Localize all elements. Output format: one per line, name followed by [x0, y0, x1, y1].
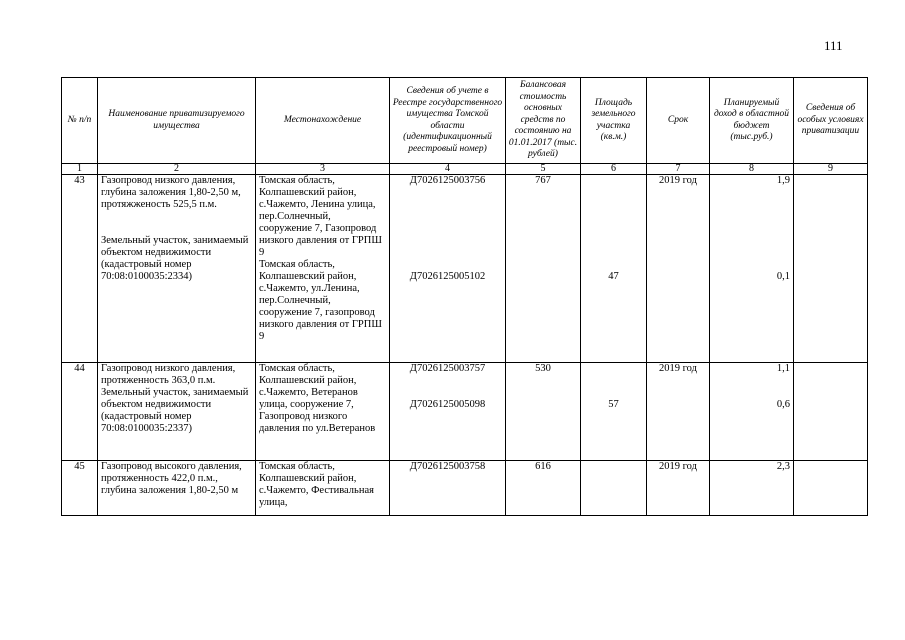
area-cell — [581, 175, 647, 363]
table-row — [62, 363, 868, 461]
item-name: Газопровод высокого давления, протяженность 422,0 п.м., глубина заложения 1,80-2,50 м — [98, 461, 256, 516]
area-cell — [581, 363, 647, 461]
col-number: 2 — [98, 164, 256, 175]
conditions-cell — [794, 363, 868, 461]
conditions-cell — [794, 175, 868, 363]
header-name: Наименование приватизируемого имущества — [98, 78, 256, 164]
balance-value: 616 — [506, 461, 581, 516]
registry-cell — [390, 175, 506, 363]
land-plot-location: Томская область, Колпашевский район, с.Чажемто, ул.Ленина, пер.Солнечный, сооружение 7, газопровод низкого давления от ГРПШ 9 — [259, 259, 382, 342]
column-number-row — [62, 164, 868, 175]
header-location: Местонахождение — [256, 78, 390, 164]
table-row — [62, 461, 868, 516]
item-registry-number: Д7026125003756 — [409, 175, 486, 186]
land-plot-registry-number: Д7026125005102 — [409, 271, 486, 282]
balance-value: 767 — [506, 175, 581, 363]
land-plot-registry-number: Д7026125005098 — [409, 399, 486, 410]
page-number: 111 — [824, 38, 843, 53]
location-cell — [256, 175, 390, 363]
item-income: 2,3 — [710, 461, 794, 516]
registry-cell — [390, 363, 506, 461]
col-number: 6 — [581, 164, 647, 175]
term-value: 2019 год — [647, 461, 710, 516]
land-income: 0,1 — [776, 271, 790, 282]
land-plot-name: Земельный участок, занимаемый объектом недвижимости (кадастровый номер 70:08:0100035:2334) — [101, 235, 249, 282]
item-location: Томская область, Колпашевский район, с.Чажемто, Фестивальная улица, — [256, 461, 390, 516]
col-number: 4 — [390, 164, 506, 175]
income-cell — [710, 363, 794, 461]
col-number: 9 — [794, 164, 868, 175]
header-registry: Сведения об учете в Реестре государственного имущества Томской области (идентификационный реестровый номер) — [390, 78, 506, 164]
item-income: 1,1 — [776, 363, 790, 374]
header-num: № п/п — [62, 78, 98, 164]
item-registry-number: Д7026125003757 — [409, 363, 486, 374]
land-area: 57 — [608, 399, 619, 410]
balance-value: 530 — [506, 363, 581, 461]
privatization-table — [61, 77, 868, 516]
item-name-cell — [98, 363, 256, 461]
header-term: Срок — [647, 78, 710, 164]
row-number: 44 — [62, 363, 98, 461]
col-number: 1 — [62, 164, 98, 175]
item-name-cell — [98, 175, 256, 363]
header-income: Планируемый доход в областной бюджет (тыс.руб.) — [710, 78, 794, 164]
header-conditions: Сведения об особых условиях приватизации — [794, 78, 868, 164]
col-number: 8 — [710, 164, 794, 175]
land-area: 47 — [608, 271, 619, 282]
item-location: Томская область, Колпашевский район, с.Чажемто, Ветеранов улица, сооружение 7, Газопровод низкого давления по ул.Ветеранов — [256, 363, 390, 461]
item-name: Газопровод низкого давления, протяженность 363,0 п.м. — [101, 363, 236, 386]
row-number: 43 — [62, 175, 98, 363]
term-value: 2019 год — [647, 363, 710, 461]
col-number: 3 — [256, 164, 390, 175]
header-balance: Балансовая стоимость основных средств по состоянию на 01.01.2017 (тыс. рублей) — [506, 78, 581, 164]
area-cell — [581, 461, 647, 516]
item-income: 1,9 — [776, 175, 790, 186]
land-income: 0,6 — [776, 399, 790, 410]
row-number: 45 — [62, 461, 98, 516]
header-area: Площадь земельного участка (кв.м.) — [581, 78, 647, 164]
conditions-cell — [794, 461, 868, 516]
table-row — [62, 175, 868, 363]
land-plot-name: Земельный участок, занимаемый объектом недвижимости (кадастровый номер 70:08:0100035:2337) — [101, 387, 249, 434]
col-number: 7 — [647, 164, 710, 175]
header-row — [62, 78, 868, 164]
item-name: Газопровод низкого давления, глубина заложения 1,80-2,50 м, протяжженость 525,5 п.м. — [101, 175, 241, 210]
item-registry-number: Д7026125003758 — [390, 461, 506, 516]
item-location: Томская область, Колпашевский район, с.Чажемто, Ленина улица, пер.Солнечный, сооружение 7, Газопровод низкого давления от ГРПШ 9 — [259, 175, 382, 258]
income-cell — [710, 175, 794, 363]
term-value: 2019 год — [647, 175, 710, 363]
col-number: 5 — [506, 164, 581, 175]
